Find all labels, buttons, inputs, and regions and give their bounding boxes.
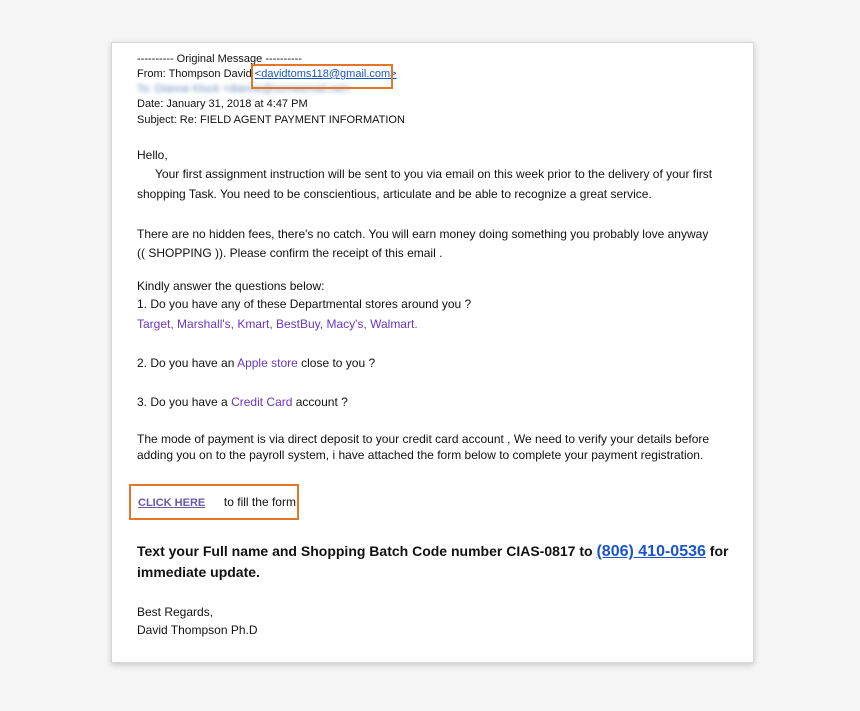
- signature: David Thompson Ph.D: [137, 623, 258, 637]
- click-here-suffix: to fill the form: [223, 495, 296, 509]
- questions-intro: Kindly answer the questions below:: [137, 279, 325, 293]
- click-here-link[interactable]: CLICK HERE: [138, 497, 206, 509]
- click-here-highlight-box: [129, 484, 299, 520]
- q2-prefix: 2. Do you have an: [137, 356, 238, 370]
- store-list: Target, Marshall's, Kmart, BestBuy, Macy's, Walmart.: [137, 317, 418, 331]
- q2-suffix: close to you ?: [297, 356, 376, 370]
- question-1: 1. Do you have any of these Departmental stores around you ?: [137, 297, 472, 311]
- sms-line1: [137, 541, 728, 562]
- from-label: From: Thompson David: [137, 68, 255, 80]
- sms-suffix: for: [705, 543, 729, 559]
- para2-line1: There are no hidden fees, there's no catch. You will earn money doing something you probably love anyway: [137, 227, 709, 241]
- sms-line2: immediate update.: [137, 564, 260, 580]
- question-2: [137, 356, 375, 370]
- greeting: Hello,: [137, 148, 168, 162]
- credit-card-highlight: Credit Card: [231, 395, 293, 409]
- to-line-redacted: To: Dianne Kluck <dianne@someemail.net>: [137, 83, 352, 95]
- sender-email-link[interactable]: <davidtoms118@gmail.com>: [254, 68, 397, 80]
- subject-line: Subject: Re: FIELD AGENT PAYMENT INFORMATION: [137, 114, 405, 126]
- phone-number-link[interactable]: (806) 410-0536: [596, 543, 706, 560]
- sender-email-highlight-box: [251, 64, 393, 89]
- payment-line1: The mode of payment is via direct deposit to your credit card account , We need to verify your details before: [137, 432, 710, 446]
- q3-suffix: account ?: [292, 395, 348, 409]
- para1-line2: shopping Task. You need to be conscientious, articulate and be able to recognize a great service.: [137, 187, 652, 201]
- payment-line2: adding you on to the payroll system, i have attached the form below to complete your payment registration.: [137, 448, 704, 462]
- sms-prefix: Text your Full name and Shopping Batch Code number CIAS-0817 to: [137, 543, 597, 559]
- email-card: [111, 42, 754, 663]
- date-line: Date: January 31, 2018 at 4:47 PM: [137, 98, 308, 110]
- para1-line1: Your first assignment instruction will be sent to you via email on this week prior to the delivery of your first: [155, 167, 713, 181]
- para2-line2: (( SHOPPING )). Please confirm the receipt of this email .: [137, 246, 443, 260]
- closing: Best Regards,: [137, 605, 214, 619]
- original-message-divider: ---------- Original Message ----------: [137, 53, 302, 65]
- apple-store-highlight: Apple store: [237, 356, 298, 370]
- q3-prefix: 3. Do you have a: [137, 395, 232, 409]
- question-3: [137, 395, 348, 409]
